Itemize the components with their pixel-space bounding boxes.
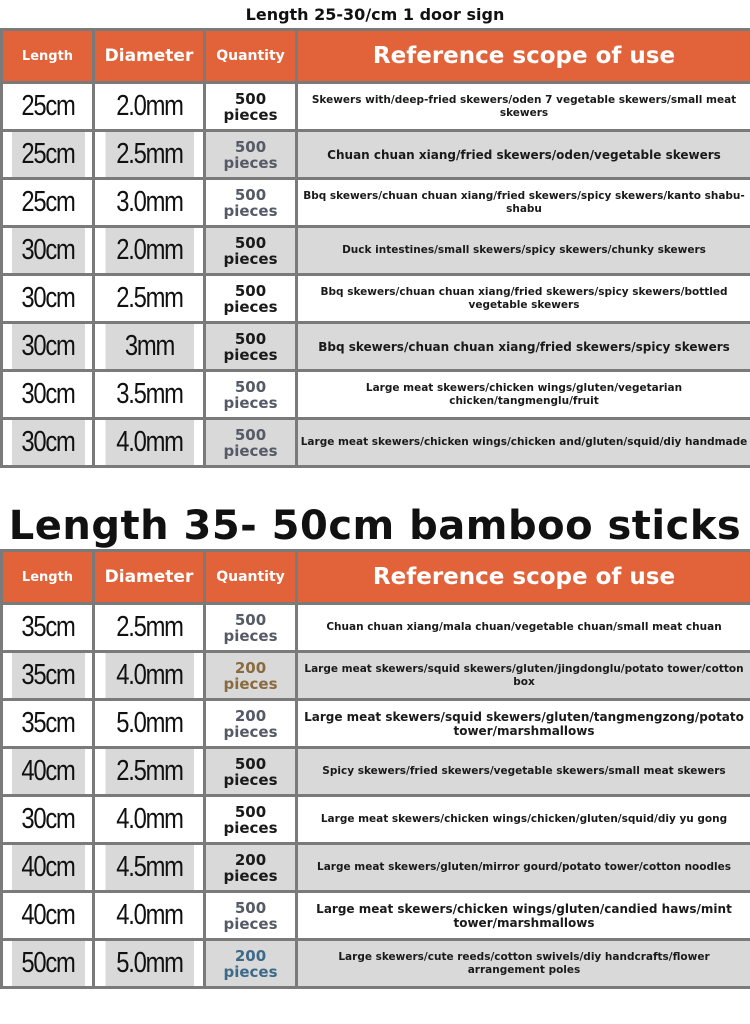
diameter-cell: 2.5mm [103, 275, 194, 323]
diameter-cell: 4.0mm [103, 892, 194, 940]
table-row [2, 131, 750, 179]
table-row [2, 652, 750, 700]
reference-cell: Large meat skewers/gluten/mirror gourd/potato tower/cotton noodles [297, 844, 750, 892]
diameter-cell: 5.0mm [103, 700, 194, 748]
diameter-cell: 4.0mm [103, 419, 194, 467]
length-cell: 25cm [10, 131, 85, 179]
length-cell: 25cm [10, 179, 85, 227]
length-cell: 30cm [10, 419, 85, 467]
table-row [2, 419, 750, 467]
header-reference: Reference scope of use [297, 30, 750, 83]
table-row [2, 275, 750, 323]
quantity-cell: 500 pieces [205, 227, 297, 275]
length-cell: 30cm [10, 275, 85, 323]
quantity-cell: 500 pieces [205, 179, 297, 227]
spec-table-25-30 [0, 28, 750, 468]
header-length: Length [2, 30, 94, 83]
table-row [2, 371, 750, 419]
length-cell: 30cm [10, 227, 85, 275]
quantity-cell: 200 pieces [205, 940, 297, 988]
length-cell: 30cm [10, 371, 85, 419]
reference-cell: Duck intestines/small skewers/spicy skewers/chunky skewers [297, 227, 750, 275]
spec-table-35-50 [0, 549, 750, 989]
length-cell: 40cm [10, 892, 85, 940]
quantity-cell: 500 pieces [205, 131, 297, 179]
reference-cell: Large meat skewers/chicken wings/gluten/vegetarian chicken/tangmenglu/fruit [297, 371, 750, 419]
table-row [2, 844, 750, 892]
table-row [2, 796, 750, 844]
reference-cell: Chuan chuan xiang/mala chuan/vegetable chuan/small meat chuan [297, 604, 750, 652]
quantity-cell: 500 pieces [205, 796, 297, 844]
reference-cell: Bbq skewers/chuan chuan xiang/fried skewers/spicy skewers/kanto shabu-shabu [297, 179, 750, 227]
reference-cell: Large meat skewers/chicken wings/chicken and/gluten/squid/diy handmade [297, 419, 750, 467]
header-diameter: Diameter [94, 30, 205, 83]
quantity-cell: 500 pieces [205, 604, 297, 652]
length-cell: 30cm [10, 323, 85, 371]
header-length: Length [2, 551, 94, 604]
quantity-cell: 500 pieces [205, 419, 297, 467]
table-row [2, 227, 750, 275]
table-row [2, 748, 750, 796]
length-cell: 35cm [10, 652, 85, 700]
table-row [2, 892, 750, 940]
quantity-cell: 500 pieces [205, 892, 297, 940]
diameter-cell: 2.0mm [103, 227, 194, 275]
top-title: Length 25-30/cm 1 door sign [245, 5, 505, 24]
header-diameter: Diameter [94, 551, 205, 604]
length-cell: 40cm [10, 748, 85, 796]
quantity-cell: 500 pieces [205, 371, 297, 419]
quantity-cell: 500 pieces [205, 275, 297, 323]
reference-cell: Bbq skewers/chuan chuan xiang/fried skewers/spicy skewers [297, 323, 750, 371]
quantity-cell: 200 pieces [205, 844, 297, 892]
quantity-cell: 500 pieces [205, 83, 297, 131]
quantity-cell: 200 pieces [205, 652, 297, 700]
section-title: Length 35- 50cm bamboo sticks [8, 503, 742, 549]
diameter-cell: 3.5mm [103, 371, 194, 419]
reference-cell: Large meat skewers/chicken wings/chicken/gluten/squid/diy yu gong [297, 796, 750, 844]
diameter-cell: 2.5mm [103, 604, 194, 652]
diameter-cell: 5.0mm [103, 940, 194, 988]
table-row [2, 83, 750, 131]
table-row [2, 940, 750, 988]
reference-cell: Large meat skewers/chicken wings/gluten/candied haws/mint tower/marshmallows [297, 892, 750, 940]
diameter-cell: 2.5mm [103, 748, 194, 796]
length-cell: 50cm [10, 940, 85, 988]
reference-cell: Large meat skewers/squid skewers/gluten/tangmengzong/potato tower/marshmallows [297, 700, 750, 748]
table-row [2, 323, 750, 371]
reference-cell: Large meat skewers/squid skewers/gluten/jingdonglu/potato tower/cotton box [297, 652, 750, 700]
reference-cell: Chuan chuan xiang/fried skewers/oden/vegetable skewers [297, 131, 750, 179]
length-cell: 25cm [10, 83, 85, 131]
length-cell: 40cm [10, 844, 85, 892]
reference-cell: Bbq skewers/chuan chuan xiang/fried skewers/spicy skewers/bottled vegetable skewers [297, 275, 750, 323]
diameter-cell: 4.0mm [103, 796, 194, 844]
quantity-cell: 500 pieces [205, 323, 297, 371]
quantity-cell: 200 pieces [205, 700, 297, 748]
length-cell: 30cm [10, 796, 85, 844]
table-row [2, 604, 750, 652]
diameter-cell: 3mm [103, 323, 194, 371]
quantity-cell: 500 pieces [205, 748, 297, 796]
table-header-row [2, 30, 750, 83]
table-header-row [2, 551, 750, 604]
diameter-cell: 2.0mm [103, 83, 194, 131]
diameter-cell: 4.5mm [103, 844, 194, 892]
header-quantity: Quantity [205, 551, 297, 604]
reference-cell: Spicy skewers/fried skewers/vegetable skewers/small meat skewers [297, 748, 750, 796]
length-cell: 35cm [10, 700, 85, 748]
diameter-cell: 3.0mm [103, 179, 194, 227]
table-row [2, 700, 750, 748]
diameter-cell: 4.0mm [103, 652, 194, 700]
reference-cell: Skewers with/deep-fried skewers/oden 7 vegetable skewers/small meat skewers [297, 83, 750, 131]
reference-cell: Large skewers/cute reeds/cotton swivels/diy handcrafts/flower arrangement poles [297, 940, 750, 988]
length-cell: 35cm [10, 604, 85, 652]
diameter-cell: 2.5mm [103, 131, 194, 179]
header-quantity: Quantity [205, 30, 297, 83]
header-reference: Reference scope of use [297, 551, 750, 604]
table-row [2, 179, 750, 227]
